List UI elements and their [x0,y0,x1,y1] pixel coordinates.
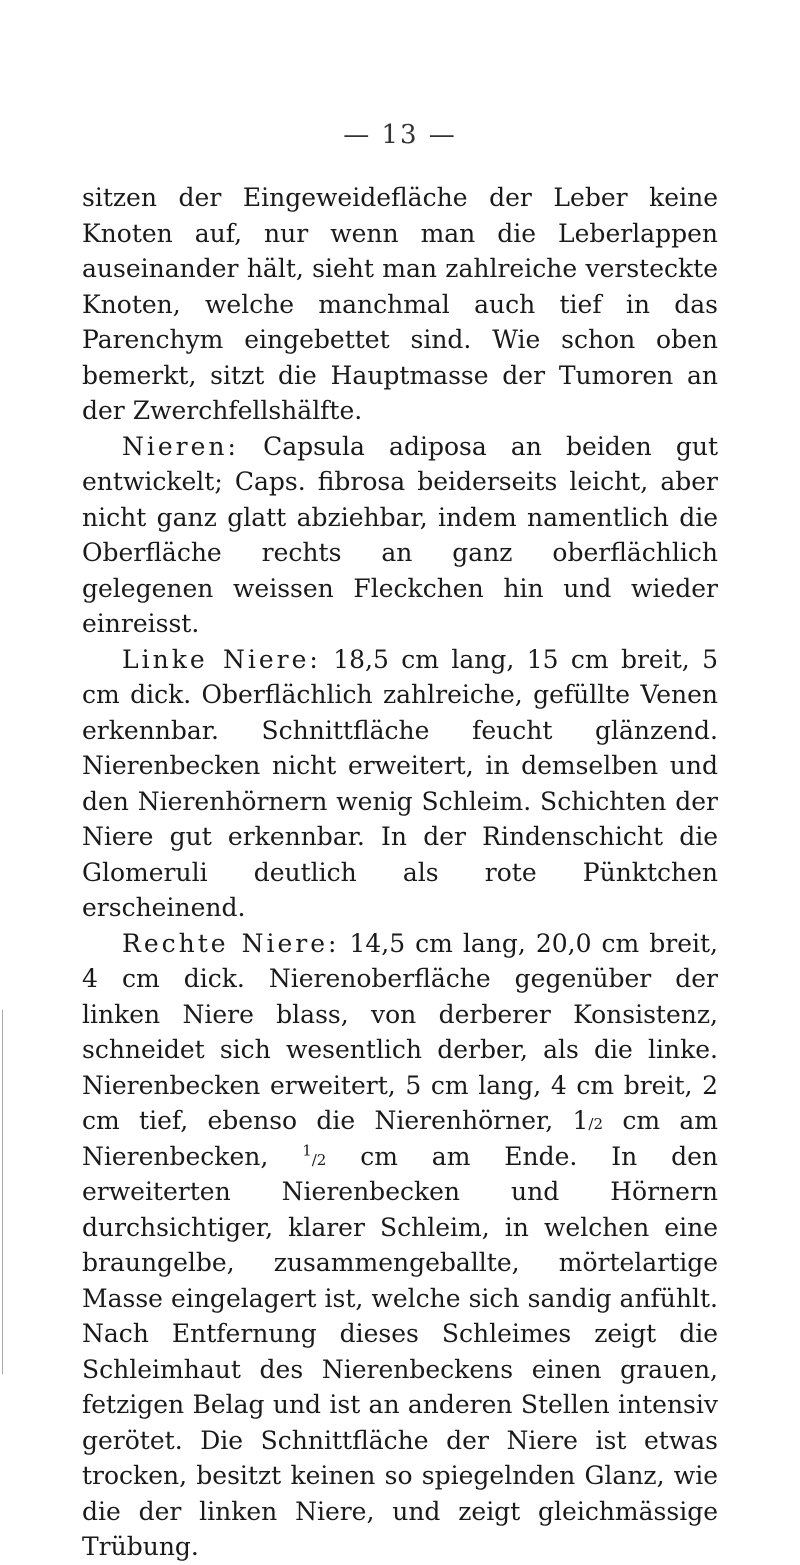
scan-edge-line [2,1010,3,1374]
body-text [82,180,718,1565]
fraction-half-denominator: /2 [311,1150,327,1169]
paragraph-kidneys-body: Capsula adiposa an beiden gut entwickelt; Caps. fibrosa beiderseits leicht, aber nicht ganz glatt abziehbar, indem namentlich die Oberfläche rechts an ganz oberflächlich gelegenen weissen Fleckchen hin und wieder einreisst. [82,431,718,638]
page-number: — 13 — [343,120,457,150]
paragraph-left-kidney [82,642,718,926]
paragraph-right-kidney-body-a: 14,5 cm lang, 20,0 cm breit, 4 cm dick. Nierenoberfläche gegenüber der linken Niere blass, von derberer Konsistenz, schneidet sich wesentlich derber, als die linke. Nierenbecken erweitert, 5 cm lang, 4 cm breit, 2 cm tief, ebenso die Nierenhörner, 1 [82,928,718,1135]
fraction-half: /2 [588,1115,604,1133]
paragraph-right-kidney-body-b: cm am Nierenbecken, [82,1106,718,1171]
section-heading-kidneys: Nieren: [122,431,239,461]
section-heading-right-kidney: Rechte Niere: [122,928,340,958]
paragraph-left-kidney-body: 18,5 cm lang, 15 cm breit, 5 cm dick. Oberflächlich zahlreiche, gefüllte Venen erkennbar. Schnittfläche feucht glänzend. Nierenbecken nicht erweitert, in demselben und den Nierenhörnern wenig Schleim. Schichten der Niere gut erkennbar. In der Rindenschicht die Glomeruli deutlich als rote Pünktchen erscheinend. [82,644,718,922]
paragraph-kidneys [82,429,718,642]
paragraph-right-kidney-body-c: cm am Ende. In den erweiterten Nierenbecken und Hörnern durchsichtiger, klarer Schleim, in welchen eine braungelbe, zusammengeballte, mörtelartige Masse eingelagert ist, welche sich sandig anfühlt. Nach Entfernung dieses Schleimes zeigt die Schleimhaut des Nierenbeckens einen grauen, fetzigen Belag und ist an anderen Stellen intensiv gerötet. Die Schnittfläche der Niere ist etwas trocken, besitzt keinen so spiegelnden Glanz, wie die der linken Niere, und zeigt gleichmässige Trübung. [82,1141,718,1561]
paragraph-right-kidney [82,926,718,1565]
section-heading-left-kidney: Linke Niere: [122,644,321,674]
fraction-half-numerator: 1 [302,1141,312,1160]
paragraph-liver: sitzen der Eingeweidefläche der Leber keine Knoten auf, nur wenn man die Leberlappen auseinander hält, sieht man zahlreiche versteckte Knoten, welche manchmal auch tief in das Parenchym eingebettet sind. Wie schon oben bemerkt, sitzt die Hauptmasse der Tumoren an der Zwerchfellshälfte. [82,183,718,425]
